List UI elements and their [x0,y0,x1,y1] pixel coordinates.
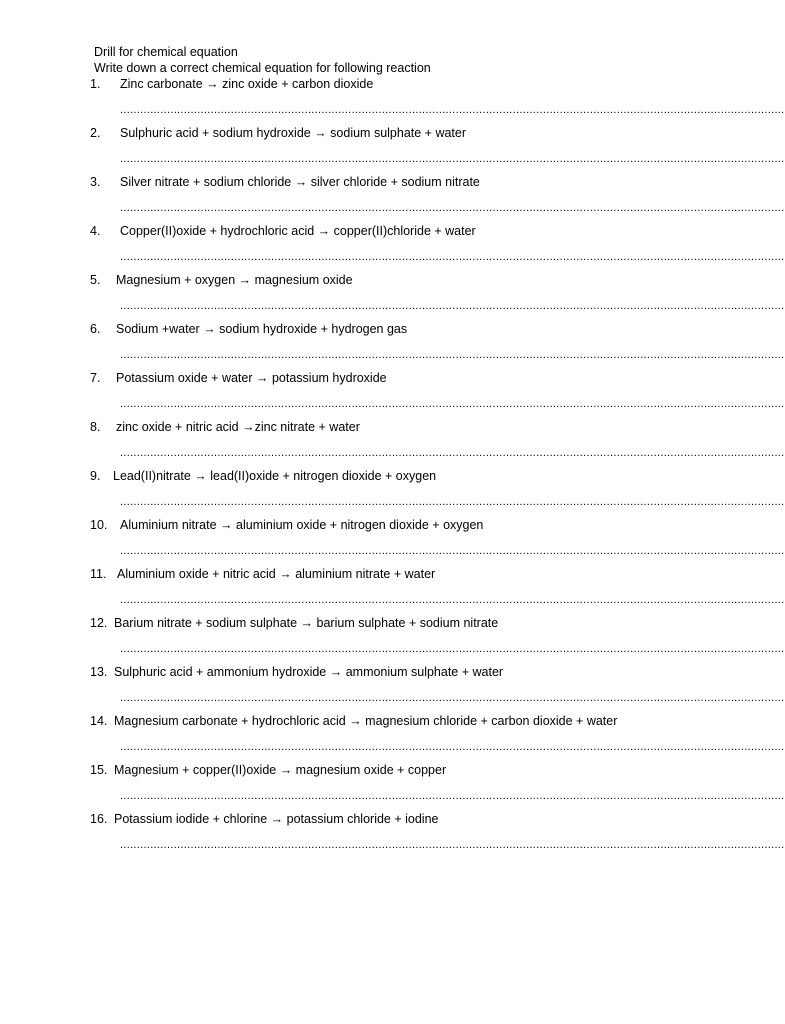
question-number: 11. [90,567,107,581]
question-number: 8. [90,420,101,434]
question-number: 14. [90,714,108,728]
question-text: Copper(II)oxide + hydrochloric acid → copper(II)chloride + water [120,224,476,238]
question-item [90,272,785,320]
question-text: Sodium +water → sodium hydroxide + hydrogen gas [116,322,408,336]
question-number: 2. [90,126,101,140]
question-number: 9. [90,469,101,483]
question-item [90,174,785,222]
answer-line[interactable]: ...................................................................................................................................................................................................... [120,545,785,557]
question-text: Silver nitrate + sodium chloride → silver chloride + sodium nitrate [120,175,480,189]
question-item [90,468,785,516]
answer-line[interactable]: ...................................................................................................................................................................................................... [120,300,785,312]
page-title: Drill for chemical equation [94,45,238,59]
question-item [90,811,785,859]
answer-line[interactable]: ...................................................................................................................................................................................................... [120,594,785,606]
answer-line[interactable]: ...................................................................................................................................................................................................... [120,741,785,753]
question-number: 6. [90,322,101,336]
question-number: 7. [90,371,101,385]
answer-line[interactable]: ...................................................................................................................................................................................................... [120,251,785,263]
question-text: Barium nitrate + sodium sulphate → barium sulphate + sodium nitrate [114,616,499,630]
question-text: Magnesium + copper(II)oxide → magnesium oxide + copper [114,763,447,777]
question-number: 13. [90,665,108,679]
question-number: 1. [90,77,101,91]
question-text: Magnesium + oxygen → magnesium oxide [116,273,353,287]
answer-line[interactable]: ...................................................................................................................................................................................................... [120,202,785,214]
question-number: 3. [90,175,101,189]
instruction-text: Write down a correct chemical equation for following reaction [94,61,431,75]
question-number: 15. [90,763,108,777]
question-item [90,713,785,761]
answer-line[interactable]: ...................................................................................................................................................................................................... [120,398,785,410]
question-item [90,321,785,369]
answer-line[interactable]: ...................................................................................................................................................................................................... [120,104,785,116]
question-text: Aluminium oxide + nitric acid → aluminium nitrate + water [117,567,436,581]
question-item [90,517,785,565]
answer-line[interactable]: ...................................................................................................................................................................................................... [120,447,785,459]
question-item [90,664,785,712]
question-item [90,615,785,663]
question-item [90,419,785,467]
question-text: Sulphuric acid + ammonium hydroxide → ammonium sulphate + water [114,665,504,679]
question-number: 12. [90,616,108,630]
question-number: 16. [90,812,108,826]
question-text: Potassium iodide + chlorine → potassium chloride + iodine [114,812,439,826]
answer-line[interactable]: ...................................................................................................................................................................................................... [120,153,785,165]
question-text: Magnesium carbonate + hydrochloric acid → magnesium chloride + carbon dioxide + water [114,714,618,728]
question-item [90,76,785,124]
question-text: Sulphuric acid + sodium hydroxide → sodium sulphate + water [120,126,467,140]
question-number: 5. [90,273,101,287]
question-item [90,566,785,614]
answer-line[interactable]: ...................................................................................................................................................................................................... [120,839,785,851]
question-item [90,762,785,810]
question-text: Lead(II)nitrate → lead(II)oxide + nitrogen dioxide + oxygen [113,469,437,483]
question-text: zinc oxide + nitric acid →zinc nitrate + water [116,420,360,434]
question-number: 4. [90,224,101,238]
question-number: 10. [90,518,108,532]
question-text: Zinc carbonate → zinc oxide + carbon dioxide [120,77,374,91]
question-text: Potassium oxide + water → potassium hydroxide [116,371,387,385]
question-item [90,125,785,173]
answer-line[interactable]: ...................................................................................................................................................................................................... [120,349,785,361]
question-text: Aluminium nitrate → aluminium oxide + nitrogen dioxide + oxygen [120,518,484,532]
answer-line[interactable]: ...................................................................................................................................................................................................... [120,643,785,655]
answer-line[interactable]: ...................................................................................................................................................................................................... [120,496,785,508]
question-item [90,370,785,418]
question-item [90,223,785,271]
answer-line[interactable]: ...................................................................................................................................................................................................... [120,692,785,704]
answer-line[interactable]: ...................................................................................................................................................................................................... [120,790,785,802]
